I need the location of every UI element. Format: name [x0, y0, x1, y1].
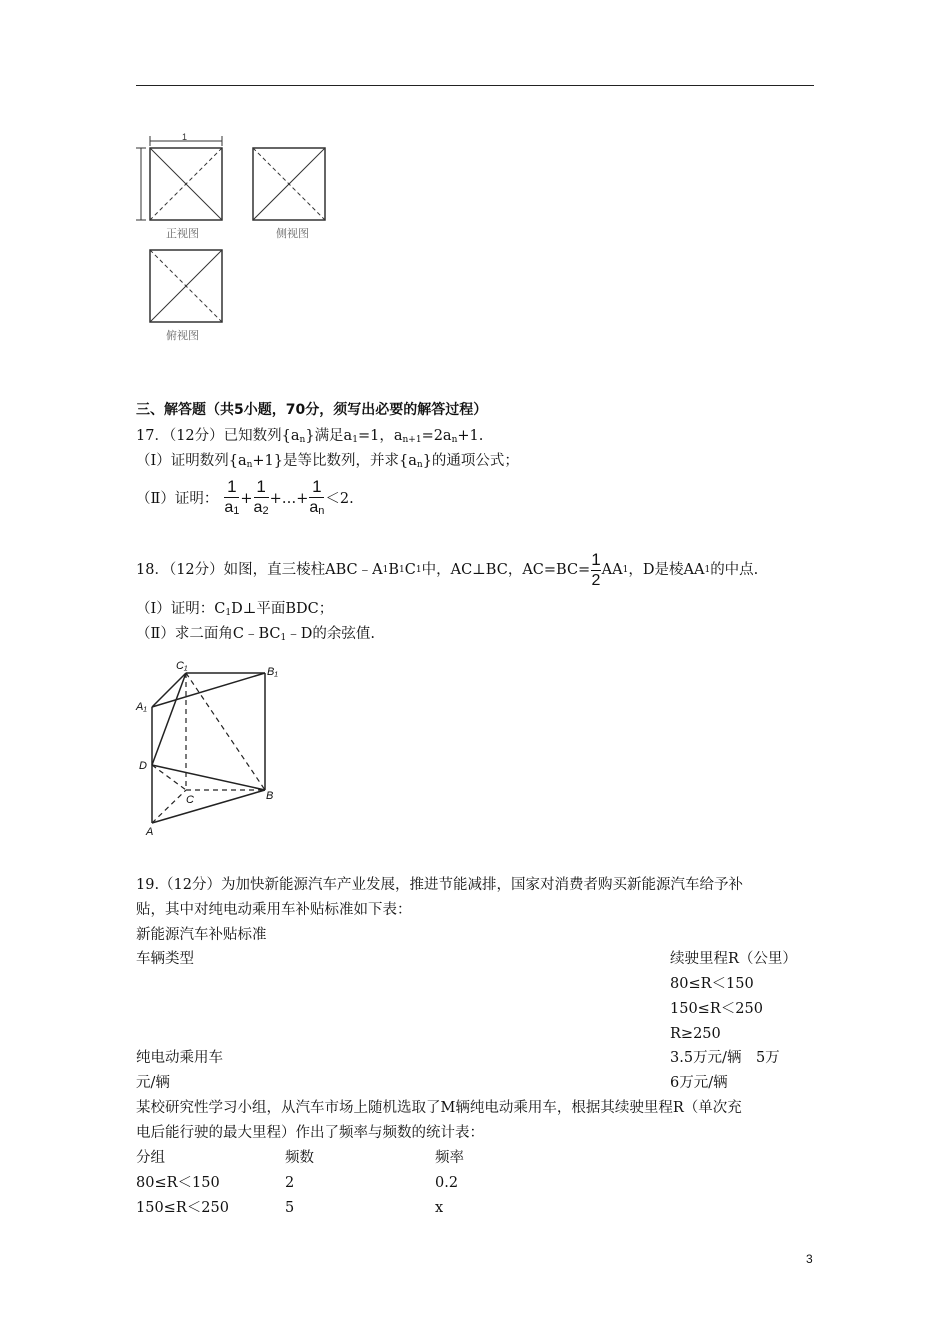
q19-table-title: 新能源汽车补贴标准 [136, 927, 267, 943]
q19-para1: 某校研究性学习小组，从汽车市场上随机选取了M辆纯电动乘用车，根据其续驶里程R（单次充 [136, 1100, 742, 1116]
stat-row-2-freq: x [435, 1200, 444, 1216]
stat-row-1-count: 2 [285, 1175, 295, 1191]
page-number: 3 [806, 1252, 813, 1266]
stat-header-group: 分组 [136, 1150, 165, 1166]
label-a1: A₁ [136, 701, 147, 713]
row-subsidy-1-2: 3.5万元/辆 5万 [670, 1050, 780, 1066]
q18-stem: 18．（12分）如图，直三棱柱ABC﹣A 1 B 1 C 1 中，AC⊥BC，AC=BC= $\frac{1}{2}$ AA 1 ，D 是棱AA 1 的中点. [136, 549, 759, 589]
col-range: 续驶里程R（公里） [670, 951, 797, 967]
row-subsidy-3: 6万元/辆 [670, 1075, 728, 1091]
q17-part1: （Ⅰ）证明数列$\{a_n+1\}$是等比数列，并求$\{a_n\}$的通项公式； [136, 453, 519, 470]
label-a: A [146, 826, 154, 838]
label-b1: B₁ [267, 666, 278, 678]
q19-line2: 贴，其中对纯电动乘用车补贴标准如下表： [136, 902, 412, 918]
stat-header-freq: 频率 [435, 1150, 464, 1166]
q18-part1: （Ⅰ）证明：$C_1D\perp$平面BDC； [136, 601, 334, 618]
q19-line1: 19.（12分）为加快新能源汽车产业发展，推进节能减排，国家对消费者购买新能源汽车给予补 [136, 877, 744, 893]
row-vehicle: 纯电动乘用车 [136, 1050, 223, 1066]
range-3: R≥250 [670, 1026, 721, 1042]
stat-row-1-freq: 0.2 [435, 1175, 459, 1191]
label-c1: C₁ [176, 660, 188, 672]
front-view-caption: 正视图 [166, 227, 199, 240]
top-view-caption: 俯视图 [166, 329, 199, 342]
range-2: 150≤R＜250 [670, 1001, 763, 1017]
side-view-caption: 侧视图 [276, 227, 309, 240]
stat-row-2-group: 150≤R＜250 [136, 1200, 229, 1216]
label-b: B [266, 790, 274, 802]
q17-part2: （Ⅱ）证明： $\frac{1}{a_1}$ + $\frac{1}{a_2}$ +…+ $\frac{1}{a_n}$ ＜2. [136, 477, 354, 517]
col-vehicle-type: 车辆类型 [136, 951, 194, 967]
label-c: C [186, 794, 194, 806]
label-d: D [139, 760, 147, 772]
prism-figure [130, 655, 290, 840]
stat-row-2-count: 5 [285, 1200, 295, 1216]
range-1: 80≤R＜150 [670, 976, 754, 992]
row-unit: 元/辆 [136, 1075, 170, 1091]
q18-part2: （Ⅱ）求二面角$C﹣BC_1﹣D$的余弦值. [136, 626, 375, 643]
header-rule [136, 85, 814, 86]
stat-row-1-group: 80≤R＜150 [136, 1175, 220, 1191]
dimension-label: 1 [182, 132, 188, 142]
q19-para2: 电后能行驶的最大里程）作出了频率与频数的统计表： [136, 1125, 484, 1141]
q17-stem: 17．（12分）已知数列$\{a_n\}$满足$a_1=1$，$a_{n+1}=2a_n+1$. [136, 428, 484, 445]
stat-header-count: 频数 [285, 1150, 314, 1166]
section-heading: 三、解答题（共5小题，70分，须写出必要的解答过程） [136, 402, 488, 418]
